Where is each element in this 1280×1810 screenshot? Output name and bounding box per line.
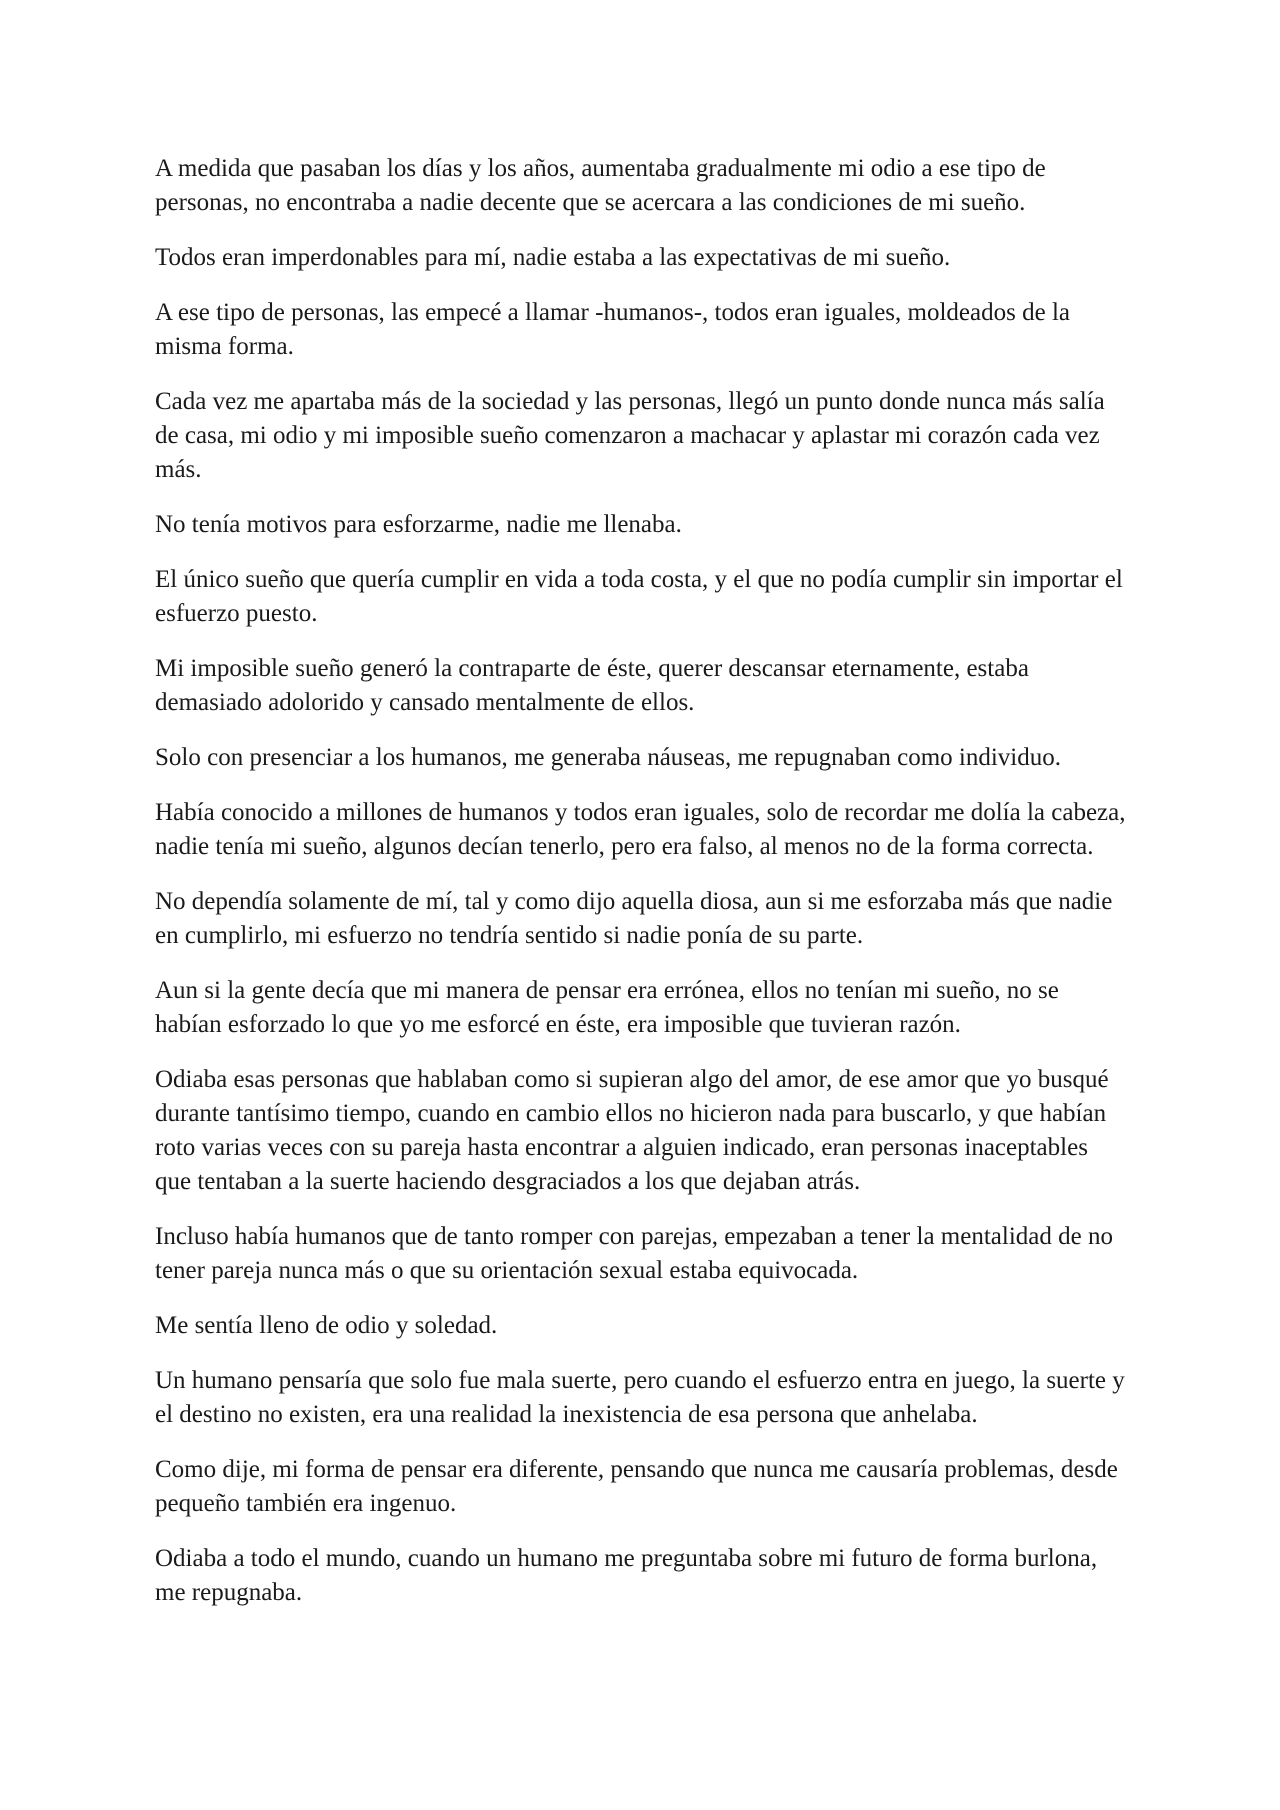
paragraph: El único sueño que quería cumplir en vida a toda costa, y el que no podía cumplir sin importar el esfuerzo puesto. (155, 566, 1123, 627)
paragraph: A ese tipo de personas, las empecé a llamar -humanos-, todos eran iguales, moldeados de la misma forma. (155, 299, 1070, 360)
paragraph: Mi imposible sueño generó la contraparte de éste, querer descansar eternamente, estaba demasiado adolorido y cansado mentalmente de ellos. (155, 655, 1029, 716)
paragraph: Solo con presenciar a los humanos, me generaba náuseas, me repugnaban como individuo. (155, 744, 1061, 771)
paragraph: Odiaba esas personas que hablaban como si supieran algo del amor, de ese amor que yo busqué durante tantísimo tiempo, cuando en cambio ellos no hicieron nada para buscarlo, y que habían roto varias veces con su pareja hasta encontrar a alguien indicado, eran personas inaceptables que tentaban a la suerte haciendo desgraciados a los que dejaban atrás. (155, 1066, 1109, 1195)
paragraph: Odiaba a todo el mundo, cuando un humano me preguntaba sobre mi futuro de forma burlona, me repugnaba. (155, 1545, 1098, 1606)
paragraph: Un humano pensaría que solo fue mala suerte, pero cuando el esfuerzo entra en juego, la suerte y el destino no existen, era una realidad la inexistencia de esa persona que anhelaba. (155, 1367, 1125, 1428)
paragraph: A medida que pasaban los días y los años, aumentaba gradualmente mi odio a ese tipo de personas, no encontraba a nadie decente que se acercara a las condiciones de mi sueño. (155, 155, 1046, 216)
paragraph: Cada vez me apartaba más de la sociedad y las personas, llegó un punto donde nunca más salía de casa, mi odio y mi imposible sueño comenzaron a machacar y aplastar mi corazón cada vez más. (155, 388, 1105, 483)
paragraph: No tenía motivos para esforzarme, nadie me llenaba. (155, 511, 682, 538)
paragraph: Todos eran imperdonables para mí, nadie estaba a las expectativas de mi sueño. (155, 244, 951, 271)
paragraph: Aun si la gente decía que mi manera de pensar era errónea, ellos no tenían mi sueño, no se habían esforzado lo que yo me esforcé en éste, era imposible que tuvieran razón. (155, 977, 1059, 1038)
paragraph: Incluso había humanos que de tanto romper con parejas, empezaban a tener la mentalidad de no tener pareja nunca más o que su orientación sexual estaba equivocada. (155, 1223, 1113, 1284)
paragraph: No dependía solamente de mí, tal y como dijo aquella diosa, aun si me esforzaba más que nadie en cumplirlo, mi esfuerzo no tendría sentido si nadie ponía de su parte. (155, 888, 1113, 949)
paragraph: Como dije, mi forma de pensar era diferente, pensando que nunca me causaría problemas, desde pequeño también era ingenuo. (155, 1456, 1118, 1517)
paragraph: Había conocido a millones de humanos y todos eran iguales, solo de recordar me dolía la cabeza, nadie tenía mi sueño, algunos decían tenerlo, pero era falso, al menos no de la forma correcta. (155, 799, 1126, 860)
paragraph: Me sentía lleno de odio y soledad. (155, 1312, 498, 1339)
body-text (155, 152, 1130, 1610)
